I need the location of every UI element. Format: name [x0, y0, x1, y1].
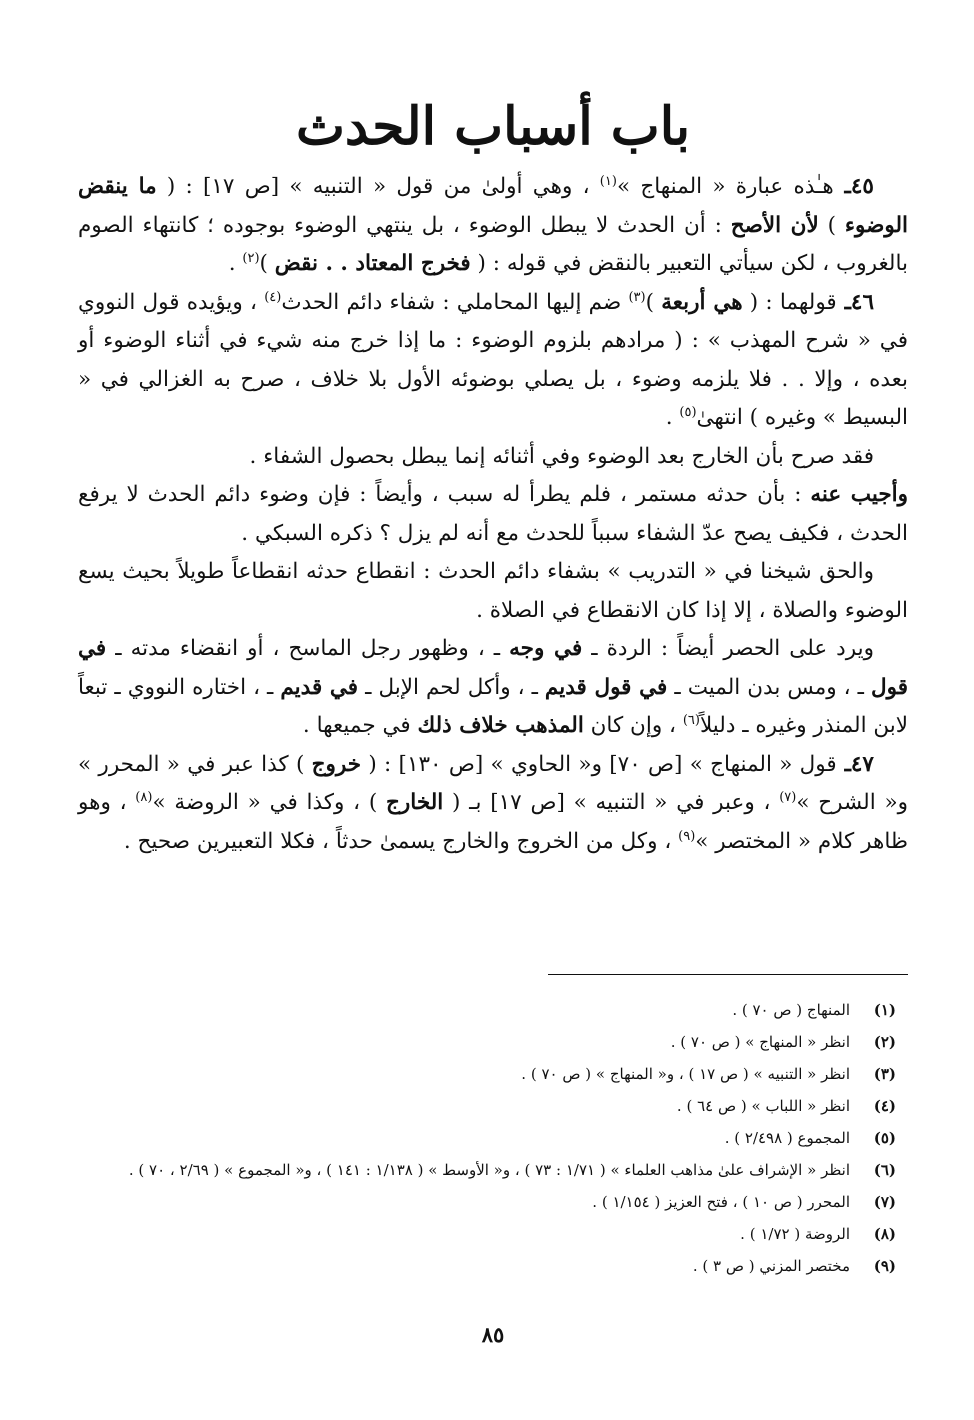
bold-phrase: الخارج [386, 790, 444, 815]
text-run: : بأن حدثه مستمر ، فلم يطرأ له سبب ، وأيضاً : فإن وضوء دائم الحدث لا يرفع الحدث ، فكيف يصح عدّ الشفاء سبباً للحدث مع أنه لم يزل ؟ ذكره السبكي . [78, 482, 908, 546]
footnote-ref: (٢) [242, 250, 260, 266]
footnote-number: (٩) [873, 1257, 896, 1275]
text-run: ، وكل من الخروج والخارج يسمىٰ حدثاً ، فكلا التعبيرين صحيح . [123, 828, 679, 854]
footnotes-list [78, 994, 908, 1282]
text-run: قول « المنهاج » [ص ٧٠] و« الحاوي » [ص ١٣٠] : ( [361, 751, 837, 777]
text-run: ـ ، وظهور رجل الماسح ، أو انقضاء مدته ـ [106, 636, 510, 661]
bold-phrase: في قول [78, 636, 908, 700]
footnote-ref: (٨) [135, 789, 153, 805]
text-run: ) كذا عبر في « المحرر » و« الشرح » [78, 751, 908, 815]
paragraph-45 [78, 168, 908, 284]
footnote-item [78, 1122, 908, 1154]
bold-phrase: في قديم [280, 674, 359, 700]
footnote-text: مختصر المزني ( ص ٣ ) . [692, 1257, 850, 1275]
footnote-number: (٥) [873, 1129, 896, 1147]
text-run: : أن الحدث لا يبطل الوضوء ، بل ينتهي الوضوء بوجوده ؛ كانتهاء الصوم بالغروب ، لكن سيأتي التعبير بالنقض في قوله : ( [78, 212, 908, 276]
footnote-divider [548, 974, 908, 975]
text-run: ضم إليها المحاملي : شفاء دائم الحدث [281, 289, 629, 315]
main-text [78, 168, 908, 861]
bold-phrase: هي أربعة [661, 289, 743, 315]
footnote-ref: (٤) [264, 289, 282, 305]
footnote-number: (٦) [873, 1161, 896, 1179]
footnote-number: (٢) [873, 1033, 896, 1051]
chapter-title: باب أسباب الحدث [295, 96, 691, 157]
text-run: ، وإن كان [583, 713, 683, 738]
footnote-item [78, 1186, 908, 1218]
text-run: . [665, 405, 680, 430]
footnote-item [78, 1154, 908, 1186]
bold-phrase: خروج [311, 751, 362, 777]
footnote-text: انظر « الإشراف علىٰ مذاهب العلماء » ( ١/٧١ : ٧٣ ) ، و« الأوسط » ( ١/١٣٨ : ١٤١ ) ، و« المجموع » ( ٢/٦٩ ، ٧٠ ) . [128, 1161, 850, 1179]
footnote-text: انظر « التنبيه » ( ص ١٧ ) ، و« المنهاج » ( ص ٧٠ ) . [521, 1065, 850, 1083]
bold-phrase: فخرج المعتاد . . نقض [274, 251, 471, 276]
bold-phrase: ٤٦ـ [836, 289, 875, 315]
text-run: ، ويؤيده قول النووي في « شرح المهذب » : ( مرادهم بلزوم الوضوء : ما إذا خرج منه شيء في أثناء الوضوء أو بعده ، وإلا . . فلا يلزمه وضوء ، بل يصلي بوضوئه الأول بلا خلاف ، صرح به الغزالي في « البسيط » وغيره ) انتهىٰ [78, 289, 908, 430]
footnote-item [78, 1026, 908, 1058]
paragraph-answer [78, 476, 908, 553]
text-run: ـ ، ومس بدن الميت ـ [667, 674, 871, 700]
footnote-ref: (٧) [779, 789, 797, 805]
footnote-text: المجموع ( ٢/٤٩٨ ) . [724, 1129, 850, 1147]
footnote-ref: (٥) [679, 404, 697, 420]
footnote-text: انظر « المنهاج » ( ص ٧٠ ) . [670, 1033, 850, 1051]
paragraph-46 [78, 284, 908, 438]
paragraph-hasr [78, 630, 908, 746]
bold-phrase: المذهب خلاف ذلك [417, 713, 584, 738]
footnote-text: المحرر ( ص ١٠ ) ، فتح العزيز ( ١/١٥٤ ) . [592, 1193, 850, 1211]
footnote-number: (٣) [873, 1065, 896, 1083]
footnote-item [78, 994, 908, 1026]
text-run: ، وعبر في « التنبيه » [ص ١٧] بـ ( [443, 790, 780, 815]
footnote-number: (١) [873, 1001, 896, 1019]
bold-phrase: ما ينقض الوضوء [78, 174, 909, 238]
text-run: ويرد على الحصر أيضاً : الردة ـ [582, 636, 874, 661]
text-run: ) ، وكذا في « الروضة » [152, 790, 387, 815]
text-run: ) [645, 289, 662, 315]
footnote-ref: (٩) [678, 828, 696, 844]
text-run: في جميعها . [302, 713, 418, 738]
footnote-text: الروضة ( ١/٧٢ ) . [740, 1225, 850, 1243]
bold-phrase: في وجه [509, 636, 583, 661]
footnote-text: انظر « اللباب » ( ص ٦٤ ) . [676, 1097, 850, 1115]
bold-phrase: ٤٧ـ [836, 751, 874, 777]
text-run: ، وهي أولىٰ من قول « التنبيه » [ص ١٧] : ( [156, 174, 600, 199]
paragraph-47 [78, 746, 908, 862]
footnote-ref: (٦) [682, 712, 700, 728]
bold-phrase: ٤٥ـ [833, 174, 874, 199]
text-run: ) [818, 212, 845, 238]
text-run: والحق شيخنا في « التدريب » بشفاء دائم الحدث : انقطاع حدثه انقطاعاً طويلاً بحيث يسع الوضوء والصلاة ، إلا إذا كان الانقطاع في الصلاة . [78, 559, 908, 623]
text-run: ، وهو ظاهر كلام « المختصر » [78, 790, 908, 854]
footnote-item [78, 1090, 908, 1122]
bold-phrase: وأجيب عنه [810, 482, 909, 507]
footnote-number: (٧) [873, 1193, 896, 1211]
footnote-number: (٤) [873, 1097, 896, 1115]
text-run: فقد صرح بأن الخارج بعد الوضوء وفي أثنائه إنما يبطل بحصول الشفاء . [249, 443, 874, 469]
text-run: هـٰذه عبارة « المنهاج » [616, 174, 834, 199]
footnote-ref: (٣) [628, 289, 646, 305]
footnote-ref: (١) [599, 173, 617, 189]
paragraph-tadrib [78, 553, 908, 630]
page-number: ٨٥ [481, 1322, 505, 1347]
footnote-text: المنهاج ( ص ٧٠ ) . [732, 1001, 850, 1019]
bold-phrase: لأن الأصح [730, 212, 819, 238]
bold-phrase: في قول قديم [544, 674, 668, 700]
footnote-item [78, 1250, 908, 1282]
text-run: قولهما : ( [742, 289, 837, 315]
footnote-number: (٨) [873, 1225, 896, 1243]
paragraph-shifa-note [78, 438, 908, 477]
text-run: ـ ، اختاره النووي ـ تبعاً لابن المنذر وغيره ـ دليلاً [78, 674, 908, 738]
text-run: ـ ، وأكل لحم الإبل ـ [358, 674, 545, 700]
text-run: ) [259, 251, 275, 276]
text-run: . [228, 251, 243, 276]
book-page [78, 0, 908, 1420]
footnote-item [78, 1218, 908, 1250]
footnote-item [78, 1058, 908, 1090]
